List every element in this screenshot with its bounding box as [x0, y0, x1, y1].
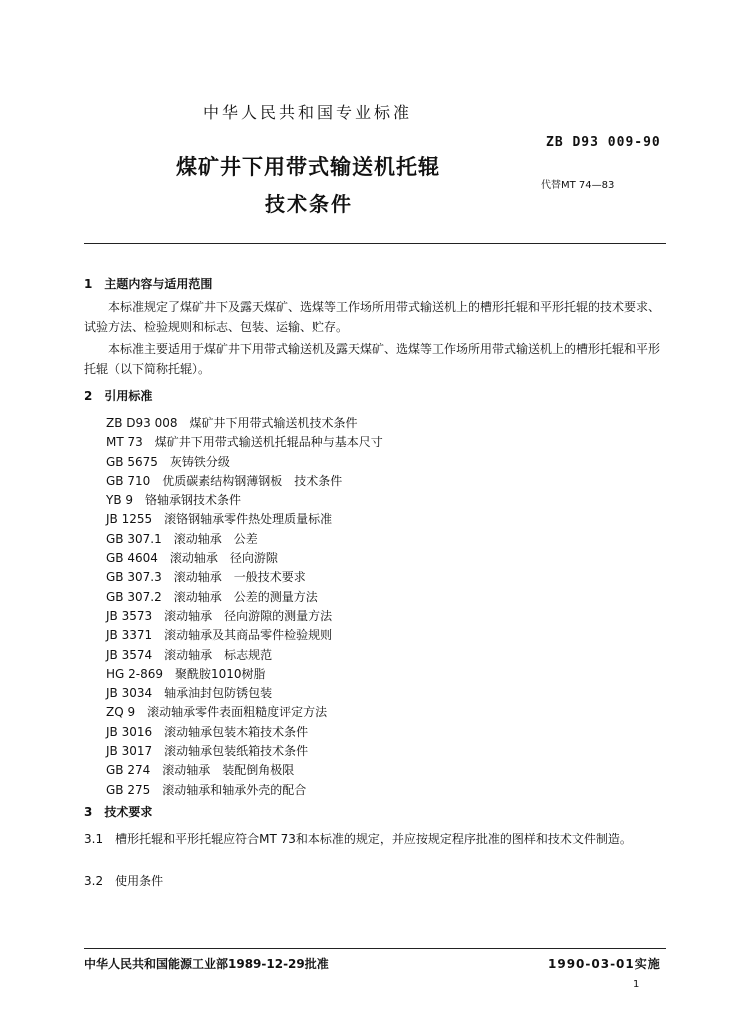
page-number: 1 — [633, 979, 640, 990]
header-divider — [84, 243, 666, 244]
reference-item — [106, 761, 383, 780]
reference-title: 滚铬钢轴承零件热处理质量标准 — [164, 512, 333, 527]
reference-title: 滚动轴承 公差 — [173, 531, 258, 546]
section-1-paragraph-2: 本标准主要适用于煤矿井下用带式输送机及露天煤矿、选煤等工作场所用带式输送机上的槽形托辊和平形托辊（以下简称托辊）。 — [84, 342, 661, 376]
reference-title: 灰铸铁分级 — [169, 454, 230, 469]
reference-title: 铬轴承钢技术条件 — [145, 493, 242, 508]
section-1-paragraph-1: 本标准规定了煤矿井下及露天煤矿、选煤等工作场所用带式输送机上的槽形托辊和平形托辊的技术要求、试验方法、检验规则和标志、包装、运输、贮存。 — [84, 300, 661, 334]
reference-code: JB 3573 — [106, 608, 153, 623]
section-2-heading: 2 引用标准 — [84, 389, 153, 403]
section-1-heading: 1 主题内容与适用范围 — [84, 277, 213, 291]
document-subtitle: 技术条件 — [265, 192, 353, 216]
reference-code: JB 3034 — [106, 686, 153, 701]
reference-title: 滚动轴承零件表面粗糙度评定方法 — [147, 705, 328, 720]
reference-item — [106, 472, 383, 491]
reference-item — [106, 568, 383, 587]
reference-item — [106, 453, 383, 472]
reference-title: 滚动轴承包装木箱技术条件 — [164, 724, 309, 739]
reference-item — [106, 530, 383, 549]
reference-title: 滚动轴承 装配倒角极限 — [162, 763, 295, 778]
reference-title: 煤矿井下用带式输送机技术条件 — [189, 416, 358, 430]
section-3-heading: 3 技术要求 — [84, 805, 153, 819]
reference-title: 滚动轴承 标志规范 — [164, 647, 273, 662]
reference-item — [106, 607, 383, 626]
reference-code: GB 307.1 — [106, 531, 162, 546]
reference-code: GB 307.2 — [106, 589, 162, 604]
issuing-body: 中华人民共和国专业标准 — [203, 103, 413, 122]
reference-item — [106, 510, 383, 529]
reference-item — [106, 588, 383, 607]
reference-item — [106, 433, 383, 452]
reference-title: 聚酰胺1010树脂 — [175, 666, 266, 681]
footer-divider — [84, 948, 666, 949]
reference-code: JB 3017 — [106, 744, 153, 759]
clause-3-2: 3.2 使用条件 — [84, 874, 164, 888]
reference-item — [106, 646, 383, 665]
reference-item — [106, 549, 383, 568]
clause-3-1: 3.1 槽形托辊和平形托辊应符合MT 73和本标准的规定，并应按规定程序批准的图样和技术文件制造。 — [84, 832, 632, 846]
reference-title: 滚动轴承和轴承外壳的配合 — [162, 782, 307, 797]
reference-item — [106, 684, 383, 703]
reference-item — [106, 414, 383, 433]
reference-code: GB 275 — [106, 782, 151, 797]
reference-code: JB 1255 — [106, 512, 153, 527]
document-title: 煤矿井下用带式输送机托辊 — [176, 155, 440, 179]
reference-code: JB 3574 — [106, 647, 153, 662]
reference-item — [106, 703, 383, 722]
reference-title: 优质碳素结构钢薄钢板 技术条件 — [162, 473, 343, 488]
reference-title: 滚动轴承 径向游隙的测量方法 — [164, 608, 333, 623]
reference-code: YB 9 — [106, 493, 134, 508]
reference-title: 轴承油封包防锈包装 — [164, 686, 273, 701]
reference-code: ZQ 9 — [106, 705, 136, 720]
approval-note: 中华人民共和国能源工业部1989-12-29批准 — [84, 957, 329, 971]
reference-standards-list — [106, 414, 383, 800]
reference-code: MT 73 — [106, 435, 143, 450]
reference-code: HG 2-869 — [106, 666, 164, 681]
reference-title: 滚动轴承及其商品零件检验规则 — [164, 628, 333, 643]
effective-date: 1990-03-01实施 — [548, 957, 661, 971]
reference-code: GB 710 — [106, 473, 151, 488]
reference-code: GB 5675 — [106, 454, 158, 469]
reference-title: 滚动轴承 一般技术要求 — [173, 570, 306, 585]
reference-code: GB 307.3 — [106, 570, 162, 585]
standard-code: ZB D93 009-90 — [546, 135, 661, 150]
reference-title: 滚动轴承 公差的测量方法 — [173, 589, 318, 604]
reference-title: 滚动轴承包装纸箱技术条件 — [164, 744, 309, 759]
reference-code: ZB D93 008 — [106, 416, 178, 430]
reference-code: GB 274 — [106, 763, 151, 778]
reference-title: 煤矿井下用带式输送机托辊品种与基本尺寸 — [154, 435, 383, 450]
reference-code: JB 3016 — [106, 724, 153, 739]
reference-title: 滚动轴承 径向游隙 — [169, 551, 278, 566]
reference-item — [106, 665, 383, 684]
reference-item — [106, 626, 383, 645]
replaces-note: 代替MT 74—83 — [541, 180, 615, 191]
reference-code: JB 3371 — [106, 628, 153, 643]
reference-item — [106, 491, 383, 510]
reference-item — [106, 723, 383, 742]
reference-item — [106, 781, 383, 800]
reference-code: GB 4604 — [106, 551, 158, 566]
reference-item — [106, 742, 383, 761]
